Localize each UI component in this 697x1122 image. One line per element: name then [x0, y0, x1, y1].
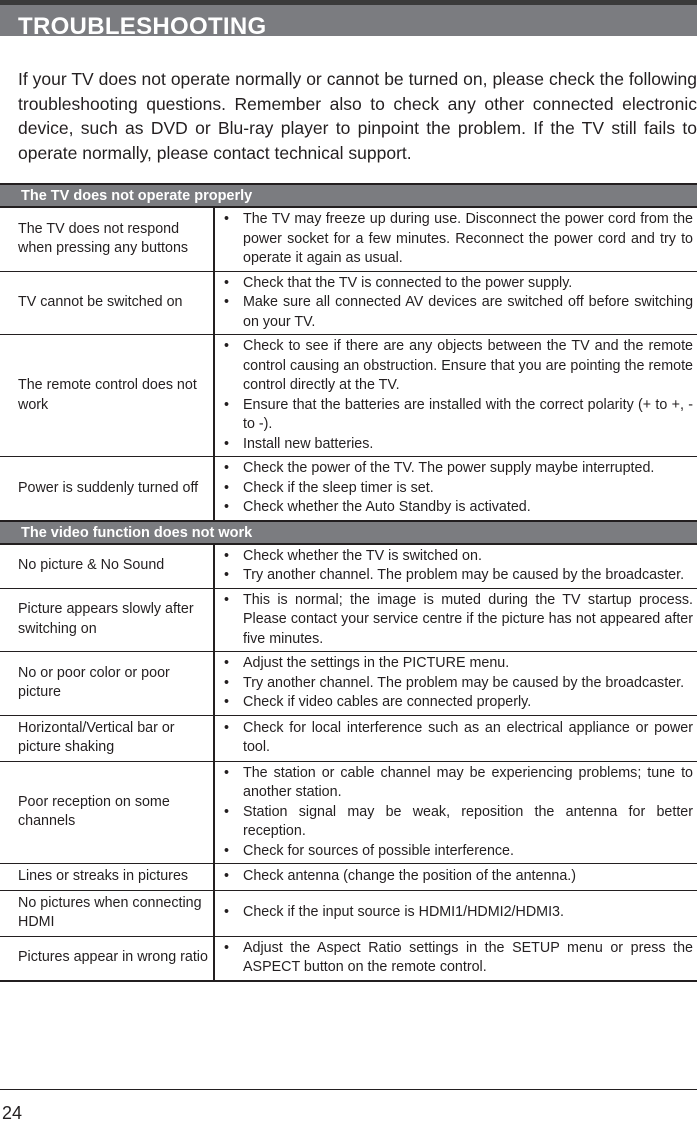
table-row: [0, 761, 697, 864]
solution-list: [224, 274, 693, 333]
table-row: [0, 652, 697, 716]
list-item: [224, 337, 693, 396]
bullet-icon: •: [224, 547, 230, 564]
solution-text: Check if video cables are connected properly.: [243, 694, 532, 710]
solution-list: [224, 591, 693, 650]
section-title: The TV does not operate properly: [0, 184, 697, 207]
solution-cell: [214, 864, 697, 891]
list-item: [224, 674, 693, 694]
list-item: [224, 459, 693, 479]
list-item: [224, 939, 693, 978]
solution-text: Check that the TV is connected to the power supply.: [243, 274, 573, 291]
section-title: The video function does not work: [0, 521, 697, 544]
problem-cell: Horizontal/Vertical bar or picture shaking: [0, 715, 214, 761]
solution-list: [224, 337, 693, 454]
list-item: [224, 210, 693, 269]
list-item: [224, 903, 693, 923]
solution-text: Check antenna (change the position of the antenna.): [243, 868, 577, 884]
list-item: [224, 693, 693, 713]
solution-text: Adjust the settings in the PICTURE menu.: [243, 655, 510, 671]
problem-cell: Picture appears slowly after switching on: [0, 588, 214, 652]
bullet-icon: •: [224, 338, 230, 354]
solution-cell: [214, 936, 697, 981]
table-row: [0, 457, 697, 521]
troubleshooting-table-body: [0, 184, 697, 981]
bullet-icon: •: [224, 939, 230, 956]
bullet-icon: •: [224, 567, 230, 583]
problem-cell: Power is suddenly turned off: [0, 457, 214, 521]
list-item: [224, 396, 693, 435]
solution-text: The TV may freeze up during use. Disconnect the power cord from the power socket for a few minutes. Reconnect the power cord and try to operate it again as usual.: [243, 211, 694, 266]
intro-paragraph: If your TV does not operate normally or cannot be turned on, please check the following troubleshooting questions. Remember also to check any other connected electronic device, such as DVD or Blu-ray player to pinpoint the problem. If the TV still fails to operate normally, please contact technical support.: [18, 69, 697, 163]
list-item: [224, 842, 693, 862]
footer-rule: [0, 1089, 697, 1090]
list-item: [224, 591, 693, 650]
bullet-icon: •: [224, 803, 230, 820]
solution-text: Check whether the TV is switched on.: [243, 547, 482, 564]
list-item: [224, 479, 693, 499]
solution-list: [224, 719, 693, 758]
troubleshooting-table: [0, 183, 697, 982]
table-row: [0, 207, 697, 271]
solution-text: Ensure that the batteries are installed with the correct polarity (+ to +, - to -).: [243, 396, 694, 432]
table-row: [0, 864, 697, 891]
list-item: [224, 654, 693, 674]
bullet-icon: •: [224, 719, 230, 736]
solution-cell: [214, 652, 697, 716]
table-row: [0, 271, 697, 335]
solution-cell: [214, 715, 697, 761]
solution-list: [224, 210, 693, 269]
problem-cell: No picture & No Sound: [0, 544, 214, 589]
solution-list: [224, 939, 693, 978]
solution-text: Try another channel. The problem may be caused by the broadcaster.: [243, 567, 685, 583]
list-item: [224, 803, 693, 842]
solution-list: [224, 654, 693, 713]
problem-cell: The remote control does not work: [0, 335, 214, 457]
bullet-icon: •: [224, 868, 230, 884]
solution-cell: [214, 207, 697, 271]
bullet-icon: •: [224, 211, 230, 227]
solution-text: The station or cable channel may be experiencing problems; tune to another station.: [243, 764, 694, 800]
table-row: [0, 588, 697, 652]
solution-list: [224, 867, 693, 887]
bullet-icon: •: [224, 764, 230, 781]
solution-list: [224, 459, 693, 518]
solution-text: Check for local interference such as an electrical appliance or power tool.: [243, 719, 694, 755]
problem-cell: Pictures appear in wrong ratio: [0, 936, 214, 981]
list-item: [224, 867, 693, 887]
bullet-icon: •: [224, 294, 230, 310]
bullet-icon: •: [224, 694, 230, 710]
solution-text: Check for sources of possible interference.: [243, 842, 514, 859]
solution-cell: [214, 544, 697, 589]
bullet-icon: •: [224, 460, 230, 476]
page-number: 24: [2, 1103, 23, 1122]
page-title: TROUBLESHOOTING: [18, 13, 267, 40]
list-item: [224, 435, 693, 455]
table-row: [0, 335, 697, 457]
list-item: [224, 719, 693, 758]
problem-cell: No pictures when connecting HDMI: [0, 890, 214, 936]
solution-cell: [214, 457, 697, 521]
solution-text: Try another channel. The problem may be caused by the broadcaster.: [243, 674, 685, 691]
solution-cell: [214, 271, 697, 335]
solution-text: Install new batteries.: [243, 435, 374, 452]
problem-cell: Poor reception on some channels: [0, 761, 214, 864]
table-row: [0, 715, 697, 761]
solution-cell: [214, 890, 697, 936]
bullet-icon: •: [224, 674, 230, 691]
section-header: [0, 184, 697, 207]
problem-cell: No or poor color or poor picture: [0, 652, 214, 716]
bullet-icon: •: [224, 274, 230, 291]
solution-text: Adjust the Aspect Ratio settings in the SETUP menu or press the ASPECT button on the remote control.: [243, 939, 694, 975]
bullet-icon: •: [224, 499, 230, 515]
problem-cell: The TV does not respond when pressing any buttons: [0, 207, 214, 271]
solution-cell: [214, 335, 697, 457]
solution-text: Make sure all connected AV devices are switched off before switching on your TV.: [243, 294, 694, 330]
table-row: [0, 544, 697, 589]
list-item: [224, 293, 693, 332]
bullet-icon: •: [224, 479, 230, 496]
bullet-icon: •: [224, 435, 230, 452]
solution-cell: [214, 761, 697, 864]
solution-cell: [214, 588, 697, 652]
solution-text: Check if the sleep timer is set.: [243, 479, 434, 496]
table-row: [0, 936, 697, 981]
table-row: [0, 890, 697, 936]
solution-text: Check the power of the TV. The power supply maybe interrupted.: [243, 460, 655, 476]
bullet-icon: •: [224, 655, 230, 671]
bullet-icon: •: [224, 904, 230, 921]
bullet-icon: •: [224, 842, 230, 859]
solution-list: [224, 547, 693, 586]
problem-cell: Lines or streaks in pictures: [0, 864, 214, 891]
solution-list: [224, 764, 693, 862]
bullet-icon: •: [224, 396, 230, 413]
list-item: [224, 274, 693, 294]
solution-text: Check whether the Auto Standby is activated.: [243, 499, 531, 515]
list-item: [224, 498, 693, 518]
solution-list: [224, 903, 693, 923]
list-item: [224, 547, 693, 567]
problem-cell: TV cannot be switched on: [0, 271, 214, 335]
bullet-icon: •: [224, 591, 230, 608]
list-item: [224, 566, 693, 586]
solution-text: Check if the input source is HDMI1/HDMI2/HDMI3.: [243, 904, 564, 921]
list-item: [224, 764, 693, 803]
solution-text: Check to see if there are any objects between the TV and the remote control causing an obstruction. Ensure that you are pointing the remote control directly at the TV.: [243, 338, 694, 393]
title-bar: [0, 5, 697, 40]
solution-text: This is normal; the image is muted during the TV startup process. Please contact your service centre if the picture has not appeared after five minutes.: [243, 591, 694, 647]
section-header: [0, 521, 697, 544]
solution-text: Station signal may be weak, reposition the antenna for better reception.: [243, 803, 694, 839]
